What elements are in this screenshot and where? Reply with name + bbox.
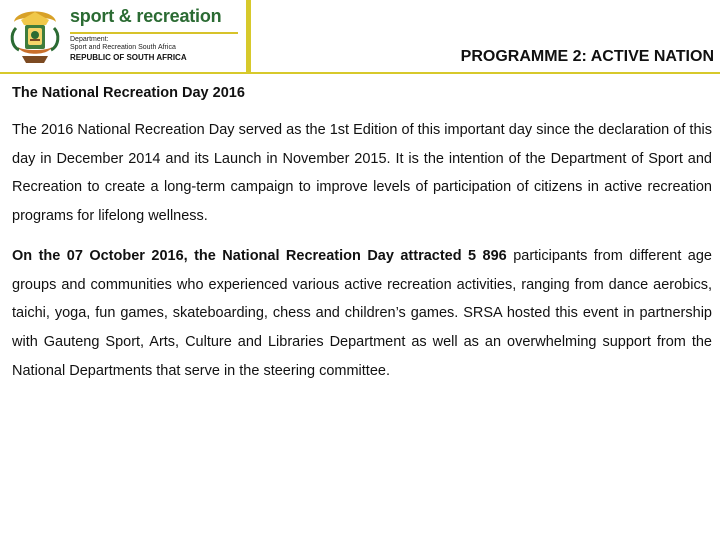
country-name: REPUBLIC OF SOUTH AFRICA [70,53,187,62]
event-highlight: On the 07 October 2016, the National Recreation Day attracted 5 896 [12,247,507,264]
department-name: Sport and Recreation South Africa [70,44,176,51]
header-divider [0,72,720,74]
header-logo [0,0,246,73]
event-details: participants from different age groups and communities who experienced various active recreation activities, ranging from dance aerobics, taichi, yoga, fun games, skateboarding, chess and children’s games. SRSA hosted this event in partnership with Gauteng Sport, Arts, Culture and Libraries Department as well as an overwhelming support from the National Departments that serve in the steering committee. [12,247,712,379]
department-block [70,36,176,52]
main-content [12,82,712,385]
coat-of-arms-icon [6,4,64,68]
header-title-panel [251,0,720,73]
programme-title: PROGRAMME 2: ACTIVE NATION [460,48,714,65]
intro-paragraph: The 2016 National Recreation Day served as the 1st Edition of this important day since the declaration of this day in December 2014 and its Launch in November 2015. It is the intention of the Department of Sport and Recreation to create a long-term campaign to improve levels of participation of citizens in active recreation programs for lifelong wellness. [12,122,712,225]
event-paragraph [12,242,712,386]
brand-name: sport & recreation [70,6,222,26]
section-title: The National Recreation Day 2016 [12,85,245,101]
brand-divider [70,32,238,34]
department-label: Department: [70,36,109,43]
